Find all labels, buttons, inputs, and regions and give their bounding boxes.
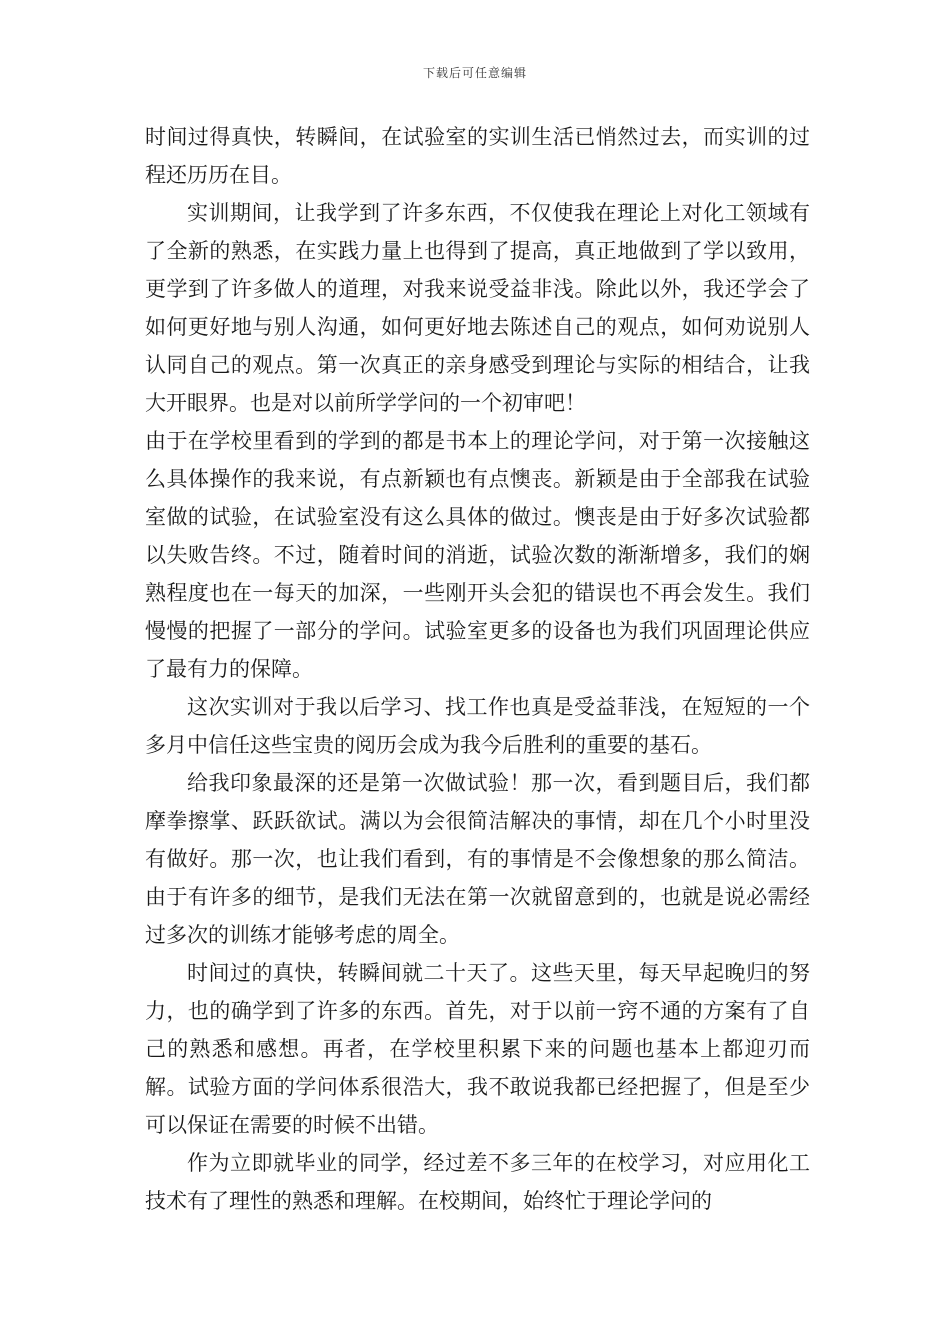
paragraph: 这次实训对于我以后学习、找工作也真是受益菲浅，在短短的一个多月中信任这些宝贵的阅历会成为我今后胜利的重要的基石。 <box>145 695 810 757</box>
header-note: 下载后可任意编辑 <box>422 66 527 80</box>
paragraph: 给我印象最深的还是第一次做试验！那一次，看到题目后，我们都摩拳擦掌、跃跃欲试。满以为会很简洁解决的事情，却在几个小时里没有做好。那一次，也让我们看到，有的事情是不会像想象的那么简洁。由于有许多的细节，是我们无法在第一次就留意到的，也就是说必需经过多次的训练才能够考虑的周全。 <box>145 771 810 947</box>
paragraph: 实训期间，让我学到了许多东西，不仅使我在理论上对化工领域有了全新的熟悉，在实践力量上也得到了提高，真正地做到了学以致用，更学到了许多做人的道理，对我来说受益非浅。除此以外，我还学会了如何更好地与别人沟通，如何更好地去陈述自己的观点，如何劝说别人认同自己的观点。第一次真正的亲身感受到理论与实际的相结合，让我大开眼界。也是对以前所学学问的一个初审吧！ <box>145 201 810 415</box>
paragraph: 由于在学校里看到的学到的都是书本上的理论学问，对于第一次接触这么具体操作的我来说，有点新颖也有点懊丧。新颖是由于全部我在试验室做的试验，在试验室没有这么具体的做过。懊丧是由于好多次试验都以失败告终。不过，随着时间的消逝，试验次数的渐渐增多，我们的娴熟程度也在一每天的加深，一些刚开头会犯的错误也不再会发生。我们慢慢的把握了一部分的学问。试验室更多的设备也为我们巩固理论供应了最有力的保障。 <box>145 429 810 681</box>
paragraph: 时间过的真快，转瞬间就二十天了。这些天里，每天早起晚归的努力，也的确学到了许多的东西。首先，对于以前一窍不通的方案有了自己的熟悉和感想。再者，在学校里积累下来的问题也基本上都迎刃而解。试验方面的学问体系很浩大，我不敢说我都已经把握了，但是至少可以保证在需要的时候不出错。 <box>145 961 810 1137</box>
paragraph: 时间过得真快，转瞬间，在试验室的实训生活已悄然过去，而实训的过程还历历在目。 <box>145 125 810 187</box>
document-body <box>145 118 810 1220</box>
paragraph: 作为立即就毕业的同学，经过差不多三年的在校学习，对应用化工技术有了理性的熟悉和理解。在校期间，始终忙于理论学问的 <box>145 1151 810 1213</box>
